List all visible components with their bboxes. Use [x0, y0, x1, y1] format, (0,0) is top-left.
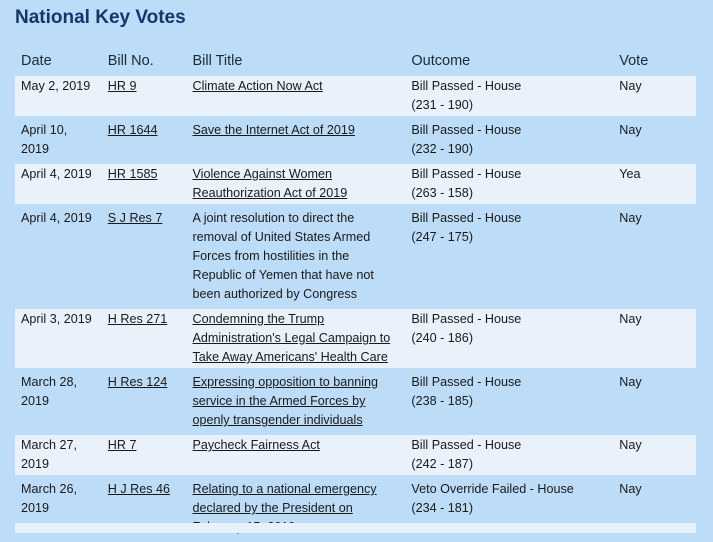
table-row [15, 208, 696, 305]
column-header-bill-title: Bill Title [192, 52, 243, 69]
table-header-row [15, 50, 696, 72]
table-row-partial [15, 523, 696, 533]
bill-number-link[interactable]: HR 7 [107, 438, 137, 452]
bill-number-link[interactable]: H Res 124 [107, 375, 168, 389]
bill-title-link[interactable]: Save the Internet Act of 2019 [192, 123, 355, 137]
bill-title-link[interactable]: Relating to a national emergency declared by the President on [192, 482, 377, 515]
bill-title-text: A joint resolution to direct the removal of United States Armed Forces from hostilities in the Republic of Yemen that have not been authorized by Congress [192, 211, 374, 301]
outcome-cell [405, 120, 613, 160]
vote-date: April 4, 2019 [15, 208, 102, 305]
bill-title-cell [186, 372, 405, 431]
table-row [15, 435, 696, 475]
bill-title-link[interactable]: Condemning the Trump Administration's Legal Campaign to Take Away Americans' Health Care [192, 312, 391, 364]
bill-number-cell [102, 435, 187, 475]
outcome-text: Bill Passed - House [411, 211, 522, 225]
page-title: National Key Votes [15, 7, 186, 28]
bill-number-link[interactable]: H Res 271 [107, 312, 168, 326]
table-row [15, 309, 696, 368]
outcome-cell [405, 309, 613, 368]
table-row [15, 76, 696, 116]
column-header-bill-no: Bill No. [107, 52, 154, 69]
outcome-cell [405, 164, 613, 204]
outcome-text: Bill Passed - House [411, 438, 522, 452]
outcome-cell [405, 372, 613, 431]
bill-title-link[interactable]: Climate Action Now Act [192, 79, 323, 93]
table-row [15, 120, 696, 160]
outcome-text: Bill Passed - House [411, 167, 522, 181]
bill-title-cell [186, 435, 405, 475]
bill-number-cell [102, 76, 187, 116]
member-vote: Nay [613, 372, 696, 431]
vote-tally: (247 - 175) [411, 230, 474, 244]
vote-tally: (234 - 181) [411, 501, 474, 515]
member-vote: Nay [613, 309, 696, 368]
member-vote: Nay [613, 76, 696, 116]
outcome-text: Veto Override Failed - House [411, 482, 574, 496]
member-vote: Nay [613, 120, 696, 160]
bill-number-cell [102, 164, 187, 204]
outcome-cell [405, 76, 613, 116]
member-vote: Nay [613, 479, 696, 538]
bill-title-cell [186, 164, 405, 204]
bill-number-link[interactable]: S J Res 7 [107, 211, 163, 225]
member-vote: Nay [613, 435, 696, 475]
key-votes-table [15, 46, 696, 542]
bill-number-link[interactable]: HR 1644 [107, 123, 158, 137]
bill-number-link[interactable]: HR 9 [107, 79, 137, 93]
vote-date: April 10, 2019 [15, 120, 102, 160]
bill-number-link[interactable]: H J Res 46 [107, 482, 171, 496]
member-vote: Yea [613, 164, 696, 204]
outcome-text: Bill Passed - House [411, 123, 522, 137]
vote-tally: (263 - 158) [411, 186, 474, 200]
vote-date: April 4, 2019 [15, 164, 102, 204]
bill-title-link[interactable]: Violence Against Women Reauthorization Act of 2019 [192, 167, 348, 200]
column-header-date: Date [21, 52, 52, 69]
bill-title-link[interactable]: Expressing opposition to banning service in the Armed Forces by openly transgender individuals [192, 375, 379, 427]
vote-date: March 27, 2019 [15, 435, 102, 475]
column-header-outcome: Outcome [411, 52, 471, 69]
bill-title-cell [186, 76, 405, 116]
vote-tally: (232 - 190) [411, 142, 474, 156]
bill-number-cell [102, 120, 187, 160]
vote-tally: (238 - 185) [411, 394, 474, 408]
vote-tally: (242 - 187) [411, 457, 474, 471]
table-row [15, 164, 696, 204]
vote-date: May 2, 2019 [15, 76, 102, 116]
vote-date: April 3, 2019 [15, 309, 102, 368]
vote-date: March 26, 2019 [15, 479, 102, 538]
bill-title-cell [186, 309, 405, 368]
bill-title-cell [186, 120, 405, 160]
table-row [15, 372, 696, 431]
outcome-text: Bill Passed - House [411, 375, 522, 389]
bill-number-cell [102, 309, 187, 368]
outcome-cell [405, 435, 613, 475]
bill-number-cell [102, 208, 187, 305]
member-vote: Nay [613, 208, 696, 305]
bill-number-link[interactable]: HR 1585 [107, 167, 158, 181]
bill-title-link[interactable]: Paycheck Fairness Act [192, 438, 320, 452]
outcome-cell [405, 208, 613, 305]
vote-tally: (240 - 186) [411, 331, 474, 345]
vote-tally: (231 - 190) [411, 98, 474, 112]
bill-title-cell [186, 208, 405, 305]
vote-date: March 28, 2019 [15, 372, 102, 431]
column-header-vote: Vote [619, 52, 649, 69]
bill-number-cell [102, 372, 187, 431]
outcome-text: Bill Passed - House [411, 79, 522, 93]
outcome-text: Bill Passed - House [411, 312, 522, 326]
